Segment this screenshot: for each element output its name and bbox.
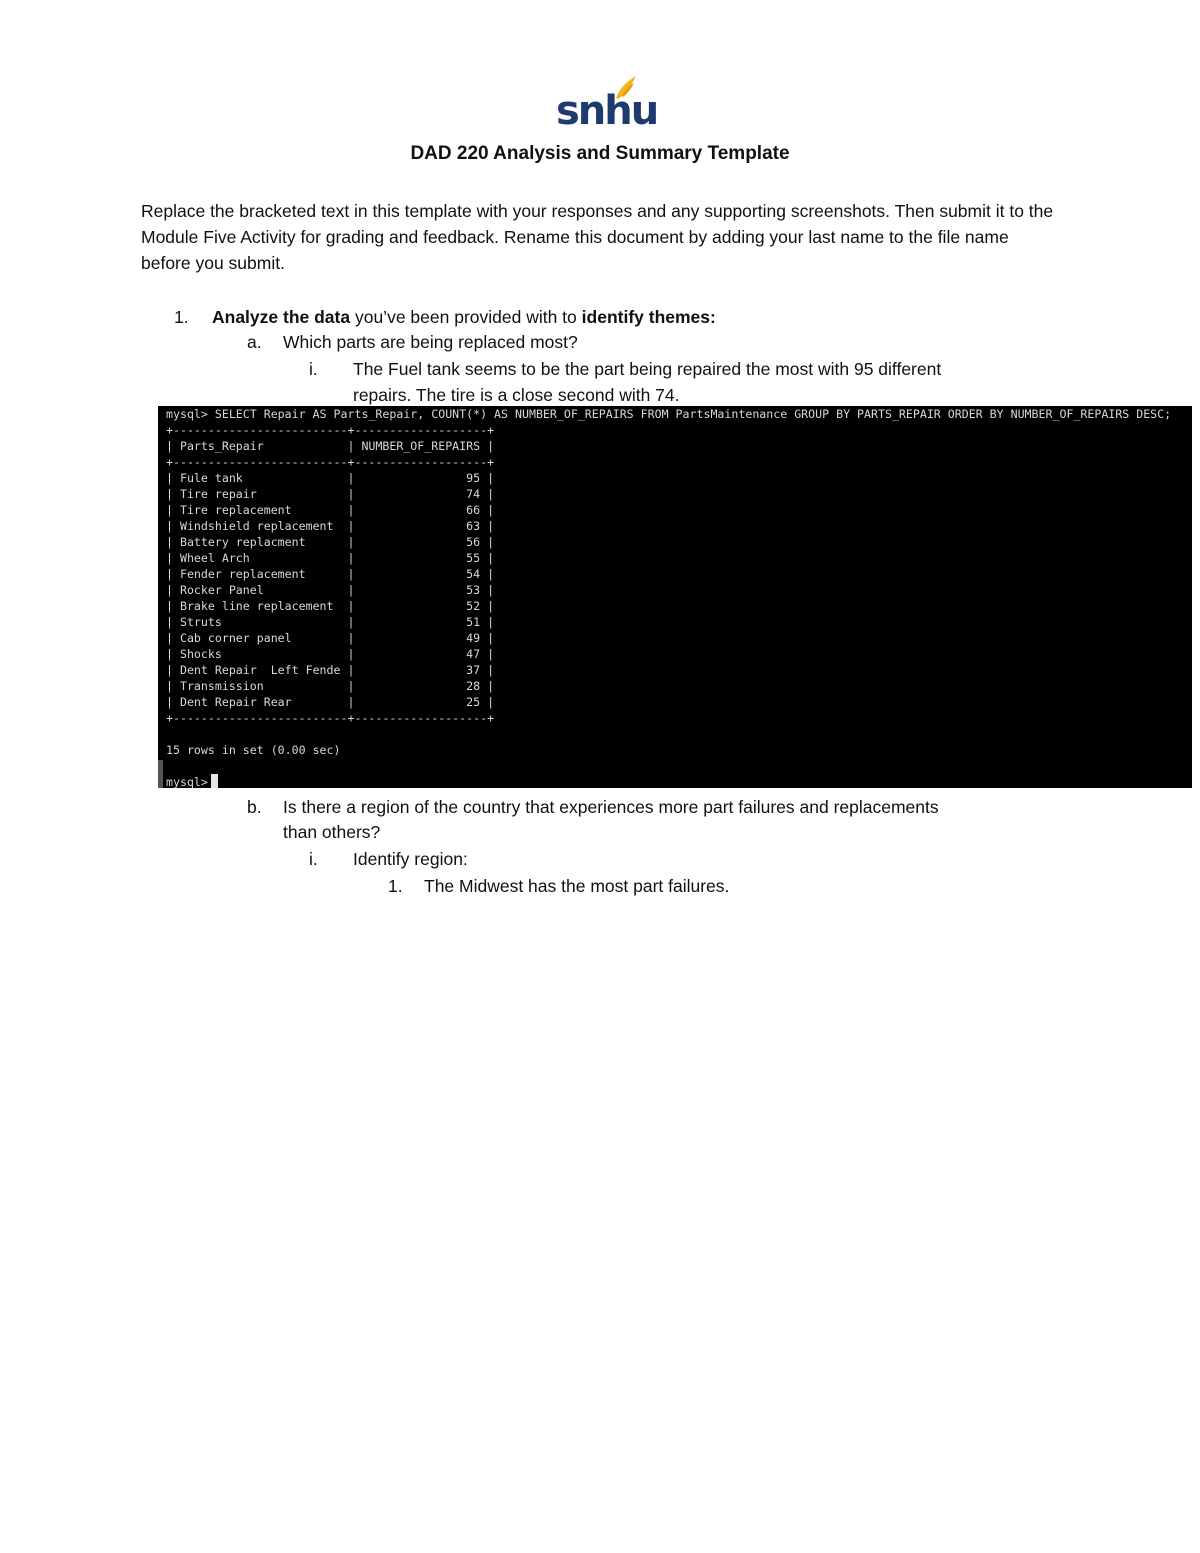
- snhu-logo: [556, 74, 658, 134]
- instructions-paragraph: Replace the bracketed text in this template with your responses and any supporting screenshots. Then submit it to the Module Five Activity for grading and feedback. Rename this document by adding your last name to the file name before you submit.: [141, 201, 1054, 273]
- cursor-icon: [211, 774, 218, 788]
- terminal-row: | Brake line replacement | 52 |: [166, 599, 495, 613]
- heading-bold-1: Analyze the data: [212, 307, 351, 327]
- page-title: DAD 220 Analysis and Summary Template: [410, 143, 790, 164]
- terminal-row: | Dent Repair Rear | 25 |: [166, 695, 495, 709]
- question-b-line2: than others?: [283, 822, 381, 842]
- terminal-header-row: | Parts_Repair | NUMBER_OF_REPAIRS |: [166, 439, 495, 453]
- terminal-prompt: mysql>: [166, 775, 208, 788]
- logo-wordmark: snhu: [556, 88, 658, 134]
- terminal-row: | Dent Repair Left Fende | 37 |: [166, 663, 495, 677]
- question-a: Which parts are being replaced most?: [283, 332, 578, 352]
- terminal-border: +-------------------------+-------------------+: [166, 423, 495, 437]
- terminal-row: | Fule tank | 95 |: [166, 471, 495, 485]
- question-b-line1: Is there a region of the country that experiences more part failures and replacements: [283, 797, 939, 817]
- list-marker-b-1: 1.: [388, 876, 403, 896]
- terminal-command: mysql> SELECT Repair AS Parts_Repair, COUNT(*) AS NUMBER_OF_REPAIRS FROM PartsMaintenance GROUP BY PARTS_REPAIR ORDER BY NUMBER_OF_REPAIRS DESC;: [166, 407, 1172, 421]
- answer-a-line2: repairs. The tire is a close second with 74.: [353, 385, 680, 405]
- mysql-terminal-screenshot: [158, 406, 1192, 788]
- section-heading: [212, 304, 716, 330]
- heading-bold-2: identify themes:: [581, 307, 716, 327]
- terminal-row: | Fender replacement | 54 |: [166, 567, 495, 581]
- list-number: 1.: [174, 307, 189, 327]
- terminal-row: | Battery replacment | 56 |: [166, 535, 495, 549]
- terminal-border: +-------------------------+-------------------+: [166, 711, 495, 725]
- answer-a-line1: The Fuel tank seems to be the part being repaired the most with 95 different: [353, 359, 942, 379]
- terminal-output: [166, 406, 1171, 788]
- terminal-row: | Rocker Panel | 53 |: [166, 583, 495, 597]
- terminal-border: +-------------------------+-------------------+: [166, 455, 495, 469]
- terminal-row: | Struts | 51 |: [166, 615, 495, 629]
- list-marker-b-i: i.: [309, 849, 318, 869]
- terminal-row: | Tire repair | 74 |: [166, 487, 495, 501]
- terminal-edge: [158, 760, 163, 788]
- terminal-row: | Cab corner panel | 49 |: [166, 631, 495, 645]
- terminal-row: | Windshield replacement | 63 |: [166, 519, 495, 533]
- terminal-row: | Transmission | 28 |: [166, 679, 495, 693]
- heading-text: you’ve been provided with to: [350, 307, 582, 327]
- answer-b: The Midwest has the most part failures.: [424, 876, 730, 896]
- terminal-row: | Tire replacement | 66 |: [166, 503, 495, 517]
- list-marker-a-i: i.: [309, 359, 318, 379]
- terminal-row: | Wheel Arch | 55 |: [166, 551, 495, 565]
- terminal-row: | Shocks | 47 |: [166, 647, 495, 661]
- terminal-summary: 15 rows in set (0.00 sec): [166, 743, 341, 757]
- list-marker-b: b.: [247, 797, 262, 817]
- sub-question-b: Identify region:: [353, 849, 468, 869]
- list-marker-a: a.: [247, 332, 262, 352]
